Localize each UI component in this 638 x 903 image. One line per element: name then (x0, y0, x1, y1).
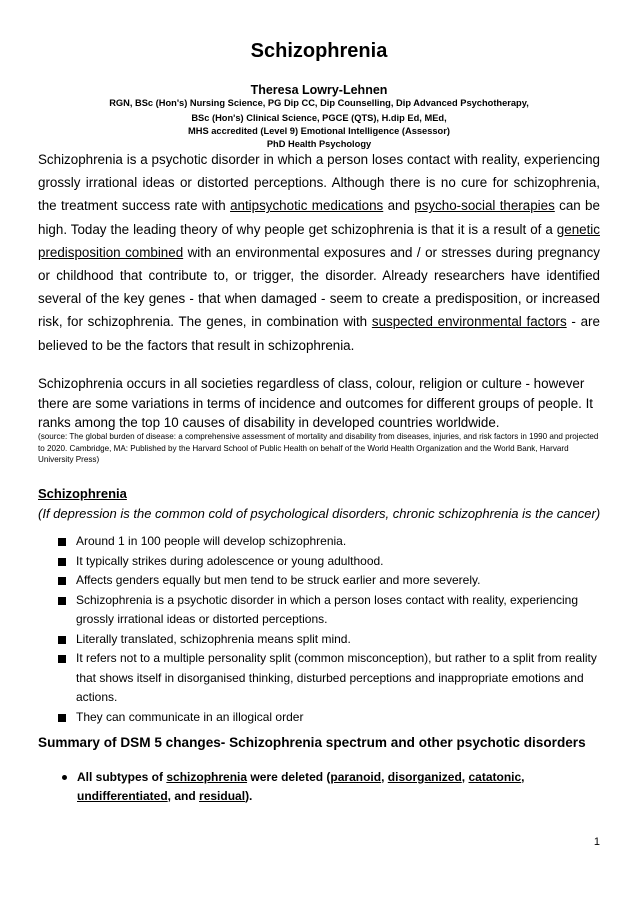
psycho-social-therapies-link[interactable]: psycho-social therapies (414, 198, 555, 214)
square-bullet-icon (58, 558, 66, 566)
credentials-line: MHS accredited (Level 9) Emotional Intelligence (Assessor) (188, 126, 450, 136)
credentials-line: BSc (Hon's) Clinical Science, PGCE (QTS), H.dip Ed, MEd, (191, 113, 447, 123)
dsm-list-item (62, 768, 602, 806)
environmental-factors-link[interactable]: suspected environmental factors (371, 314, 567, 330)
summary-heading: Summary of DSM 5 changes- Schizophrenia spectrum and other psychotic disorders (38, 735, 586, 750)
square-bullet-icon (58, 597, 66, 605)
credentials-line: PhD Health Psychology (266, 139, 372, 149)
antipsychotic-medications-link[interactable]: antipsychotic medications (230, 198, 384, 214)
catatonic-link[interactable]: catatonic (468, 770, 522, 784)
square-bullet-icon (58, 655, 66, 663)
intro-text: with an environmental exposures and / or stresses during pregnancy or childhood that contribute to, or trigger, the disorder. Already researchers have identified several of the key genes - that when damaged - seem to create a predisposition, or increased risk, for schizophrenia. The genes, in combination with (38, 244, 600, 330)
intro-paragraph (38, 148, 600, 357)
intro-text: and (387, 198, 410, 214)
list-item: They can communicate in an illogical order (58, 708, 598, 728)
round-bullet-icon (62, 775, 67, 780)
credentials-line: RGN, BSc (Hon's) Nursing Science, PG Dip CC, Dip Counselling, Dip Advanced Psychotherapy, (109, 98, 529, 108)
page-title: Schizophrenia (250, 40, 388, 62)
list-item: Schizophrenia is a psychotic disorder in which a person loses contact with reality, experiencing grossly irrational ideas or distorted perceptions. (58, 591, 598, 630)
square-bullet-icon (58, 577, 66, 585)
square-bullet-icon (58, 538, 66, 546)
list-item: It refers not to a multiple personality split (common misconception), but rather to a split from reality that shows itself in disorganised thinking, disturbed perceptions and inappropriate emotions and actions. (58, 649, 598, 708)
page-number: 1 (593, 836, 600, 848)
residual-link[interactable]: residual (199, 789, 246, 803)
fact-list (58, 532, 598, 727)
list-item: Affects genders equally but men tend to be struck earlier and more severely. (58, 571, 598, 591)
list-item: Literally translated, schizophrenia means split mind. (58, 630, 598, 650)
section-subheading: (If depression is the common cold of psychological disorders, chronic schizophrenia is the cancer) (38, 506, 601, 521)
intro-text: Schizophrenia is a psychotic disorder in which a person loses contact with reality, experiencing grossly irrational ideas or distorted perceptions. Although there is no cure for schizophrenia, the treatment success rate with (38, 152, 600, 214)
schizophrenia-link[interactable]: schizophrenia (166, 770, 248, 784)
list-item: It typically strikes during adolescence or young adulthood. (58, 552, 598, 572)
author-name: Theresa Lowry-Lehnen (250, 83, 388, 97)
undifferentiated-link[interactable]: undifferentiated (77, 789, 168, 803)
source-citation: (source: The global burden of disease: a comprehensive assessment of mortality and disability from diseases, injuries, and risk factors in 1990 and projected to 2020. Cambridge, MA: Published by the Harvard School of Public Health on behalf of the World Health Organization and the World Bank, Harvard University Press) (38, 432, 599, 464)
list-item: Around 1 in 100 people will develop schizophrenia. (58, 532, 598, 552)
paranoid-link[interactable]: paranoid (330, 770, 382, 784)
intro-text: - are believed to be the factors that result in schizophrenia. (38, 314, 600, 353)
societies-paragraph: Schizophrenia occurs in all societies regardless of class, colour, religion or culture - however there are some variations in terms of incidence and outcomes for different groups of people. It ranks among the top 10 causes of disability in developed countries worldwide. (38, 376, 594, 430)
genetic-predisposition-link[interactable]: genetic predisposition combined (38, 221, 600, 260)
square-bullet-icon (58, 636, 66, 644)
square-bullet-icon (58, 714, 66, 722)
dsm-item-text: All subtypes of schizophrenia were deleted (paranoid, disorganized, catatonic, undifferentiated, and residual). (77, 770, 525, 803)
disorganized-link[interactable]: disorganized (387, 770, 462, 784)
section-heading: Schizophrenia (38, 486, 127, 501)
intro-text: can be high. Today the leading theory of why people get schizophrenia is that it is a result of a (38, 198, 600, 237)
